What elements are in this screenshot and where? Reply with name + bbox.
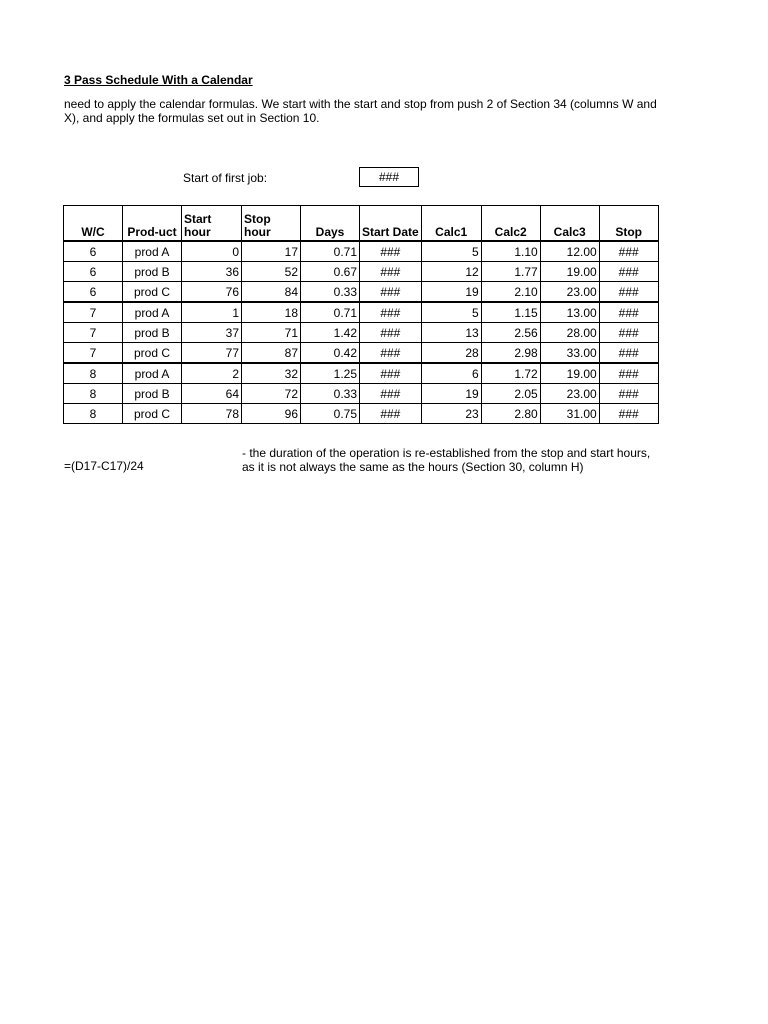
cell-start-hour: 76	[182, 282, 242, 303]
cell-days: 1.42	[301, 323, 360, 343]
cell-calc2: 2.10	[481, 282, 540, 303]
cell-calc3: 31.00	[540, 404, 599, 424]
cell-start-date: ###	[360, 323, 422, 343]
cell-calc1: 5	[421, 241, 481, 262]
cell-stop-hour: 72	[242, 384, 301, 404]
cell-start-date: ###	[360, 363, 422, 384]
cell-start-date: ###	[360, 384, 422, 404]
header-stop-hour-text: Stop hour	[244, 212, 271, 239]
cell-start-hour: 0	[182, 241, 242, 262]
start-of-first-job-label: Start of first job:	[183, 171, 268, 185]
table-row	[64, 384, 659, 404]
cell-calc3: 13.00	[540, 302, 599, 323]
header-calc1: Calc1	[421, 206, 481, 242]
cell-stop: ###	[599, 343, 658, 364]
cell-start-date: ###	[360, 262, 422, 282]
cell-start-hour: 64	[182, 384, 242, 404]
cell-calc3: 19.00	[540, 262, 599, 282]
cell-days: 0.42	[301, 343, 360, 364]
cell-calc2: 1.15	[481, 302, 540, 323]
cell-start-hour: 36	[182, 262, 242, 282]
cell-stop: ###	[599, 363, 658, 384]
cell-start-hour: 37	[182, 323, 242, 343]
cell-stop: ###	[599, 404, 658, 424]
cell-calc2: 2.80	[481, 404, 540, 424]
cell-stop: ###	[599, 241, 658, 262]
cell-start-date: ###	[360, 404, 422, 424]
cell-wc: 6	[64, 262, 123, 282]
cell-stop-hour: 71	[242, 323, 301, 343]
cell-start-date: ###	[360, 302, 422, 323]
cell-days: 0.71	[301, 241, 360, 262]
header-start-hour	[182, 206, 242, 242]
cell-calc1: 28	[421, 343, 481, 364]
cell-product: prod C	[123, 404, 182, 424]
start-of-first-job-value: ###	[359, 167, 419, 187]
cell-calc3: 33.00	[540, 343, 599, 364]
table-row	[64, 241, 659, 262]
cell-stop-hour: 84	[242, 282, 301, 303]
cell-calc1: 12	[421, 262, 481, 282]
cell-start-hour: 77	[182, 343, 242, 364]
cell-wc: 8	[64, 363, 123, 384]
cell-days: 1.25	[301, 363, 360, 384]
cell-calc2: 1.72	[481, 363, 540, 384]
cell-start-date: ###	[360, 282, 422, 303]
cell-wc: 7	[64, 343, 123, 364]
schedule-table	[63, 205, 659, 424]
header-stop-hour	[242, 206, 301, 242]
cell-calc1: 23	[421, 404, 481, 424]
document-title: 3 Pass Schedule With a Calendar	[64, 73, 253, 87]
cell-stop: ###	[599, 323, 658, 343]
table-row	[64, 302, 659, 323]
cell-days: 0.33	[301, 384, 360, 404]
cell-product: prod C	[123, 282, 182, 303]
cell-calc3: 12.00	[540, 241, 599, 262]
header-start-hour-text: Start hour	[184, 212, 212, 239]
cell-days: 0.67	[301, 262, 360, 282]
cell-stop-hour: 17	[242, 241, 301, 262]
header-wc: W/C	[64, 206, 123, 242]
header-product: Prod-uct	[123, 206, 182, 242]
cell-stop-hour: 96	[242, 404, 301, 424]
cell-wc: 7	[64, 302, 123, 323]
cell-product: prod A	[123, 363, 182, 384]
cell-calc1: 19	[421, 282, 481, 303]
cell-calc2: 1.10	[481, 241, 540, 262]
cell-days: 0.75	[301, 404, 360, 424]
cell-calc3: 19.00	[540, 363, 599, 384]
table-row	[64, 363, 659, 384]
cell-days: 0.33	[301, 282, 360, 303]
cell-calc1: 5	[421, 302, 481, 323]
cell-product: prod C	[123, 343, 182, 364]
cell-calc3: 23.00	[540, 282, 599, 303]
table-header-row	[64, 206, 659, 242]
cell-product: prod B	[123, 262, 182, 282]
cell-stop-hour: 87	[242, 343, 301, 364]
cell-calc1: 6	[421, 363, 481, 384]
table-row	[64, 323, 659, 343]
table-row	[64, 404, 659, 424]
cell-start-date: ###	[360, 241, 422, 262]
intro-paragraph: need to apply the calendar formulas. We start with the start and stop from push 2 of Section 34 (columns W and X), and apply the formulas set out in Section 10.	[64, 97, 657, 125]
cell-calc2: 2.98	[481, 343, 540, 364]
cell-wc: 8	[64, 384, 123, 404]
cell-product: prod B	[123, 323, 182, 343]
cell-wc: 6	[64, 282, 123, 303]
cell-days: 0.71	[301, 302, 360, 323]
cell-wc: 7	[64, 323, 123, 343]
cell-calc2: 2.05	[481, 384, 540, 404]
header-stop: Stop	[599, 206, 658, 242]
table-row	[64, 343, 659, 364]
cell-start-date: ###	[360, 343, 422, 364]
cell-calc1: 13	[421, 323, 481, 343]
cell-stop-hour: 32	[242, 363, 301, 384]
cell-product: prod B	[123, 384, 182, 404]
cell-calc2: 2.56	[481, 323, 540, 343]
cell-stop: ###	[599, 302, 658, 323]
cell-calc1: 19	[421, 384, 481, 404]
cell-wc: 8	[64, 404, 123, 424]
cell-stop: ###	[599, 262, 658, 282]
duration-note: - the duration of the operation is re-established from the stop and start hours, as it is not always the same as the hours (Section 30, column H)	[242, 446, 651, 474]
header-days: Days	[301, 206, 360, 242]
cell-stop: ###	[599, 282, 658, 303]
cell-calc3: 28.00	[540, 323, 599, 343]
table-row	[64, 262, 659, 282]
cell-stop: ###	[599, 384, 658, 404]
cell-stop-hour: 18	[242, 302, 301, 323]
cell-start-hour: 2	[182, 363, 242, 384]
cell-wc: 6	[64, 241, 123, 262]
cell-calc3: 23.00	[540, 384, 599, 404]
header-start-date: Start Date	[360, 206, 422, 242]
cell-start-hour: 78	[182, 404, 242, 424]
header-calc2: Calc2	[481, 206, 540, 242]
formula-text: =(D17-C17)/24	[64, 459, 144, 473]
cell-stop-hour: 52	[242, 262, 301, 282]
cell-product: prod A	[123, 302, 182, 323]
cell-start-hour: 1	[182, 302, 242, 323]
cell-product: prod A	[123, 241, 182, 262]
table-row	[64, 282, 659, 303]
header-calc3: Calc3	[540, 206, 599, 242]
cell-calc2: 1.77	[481, 262, 540, 282]
